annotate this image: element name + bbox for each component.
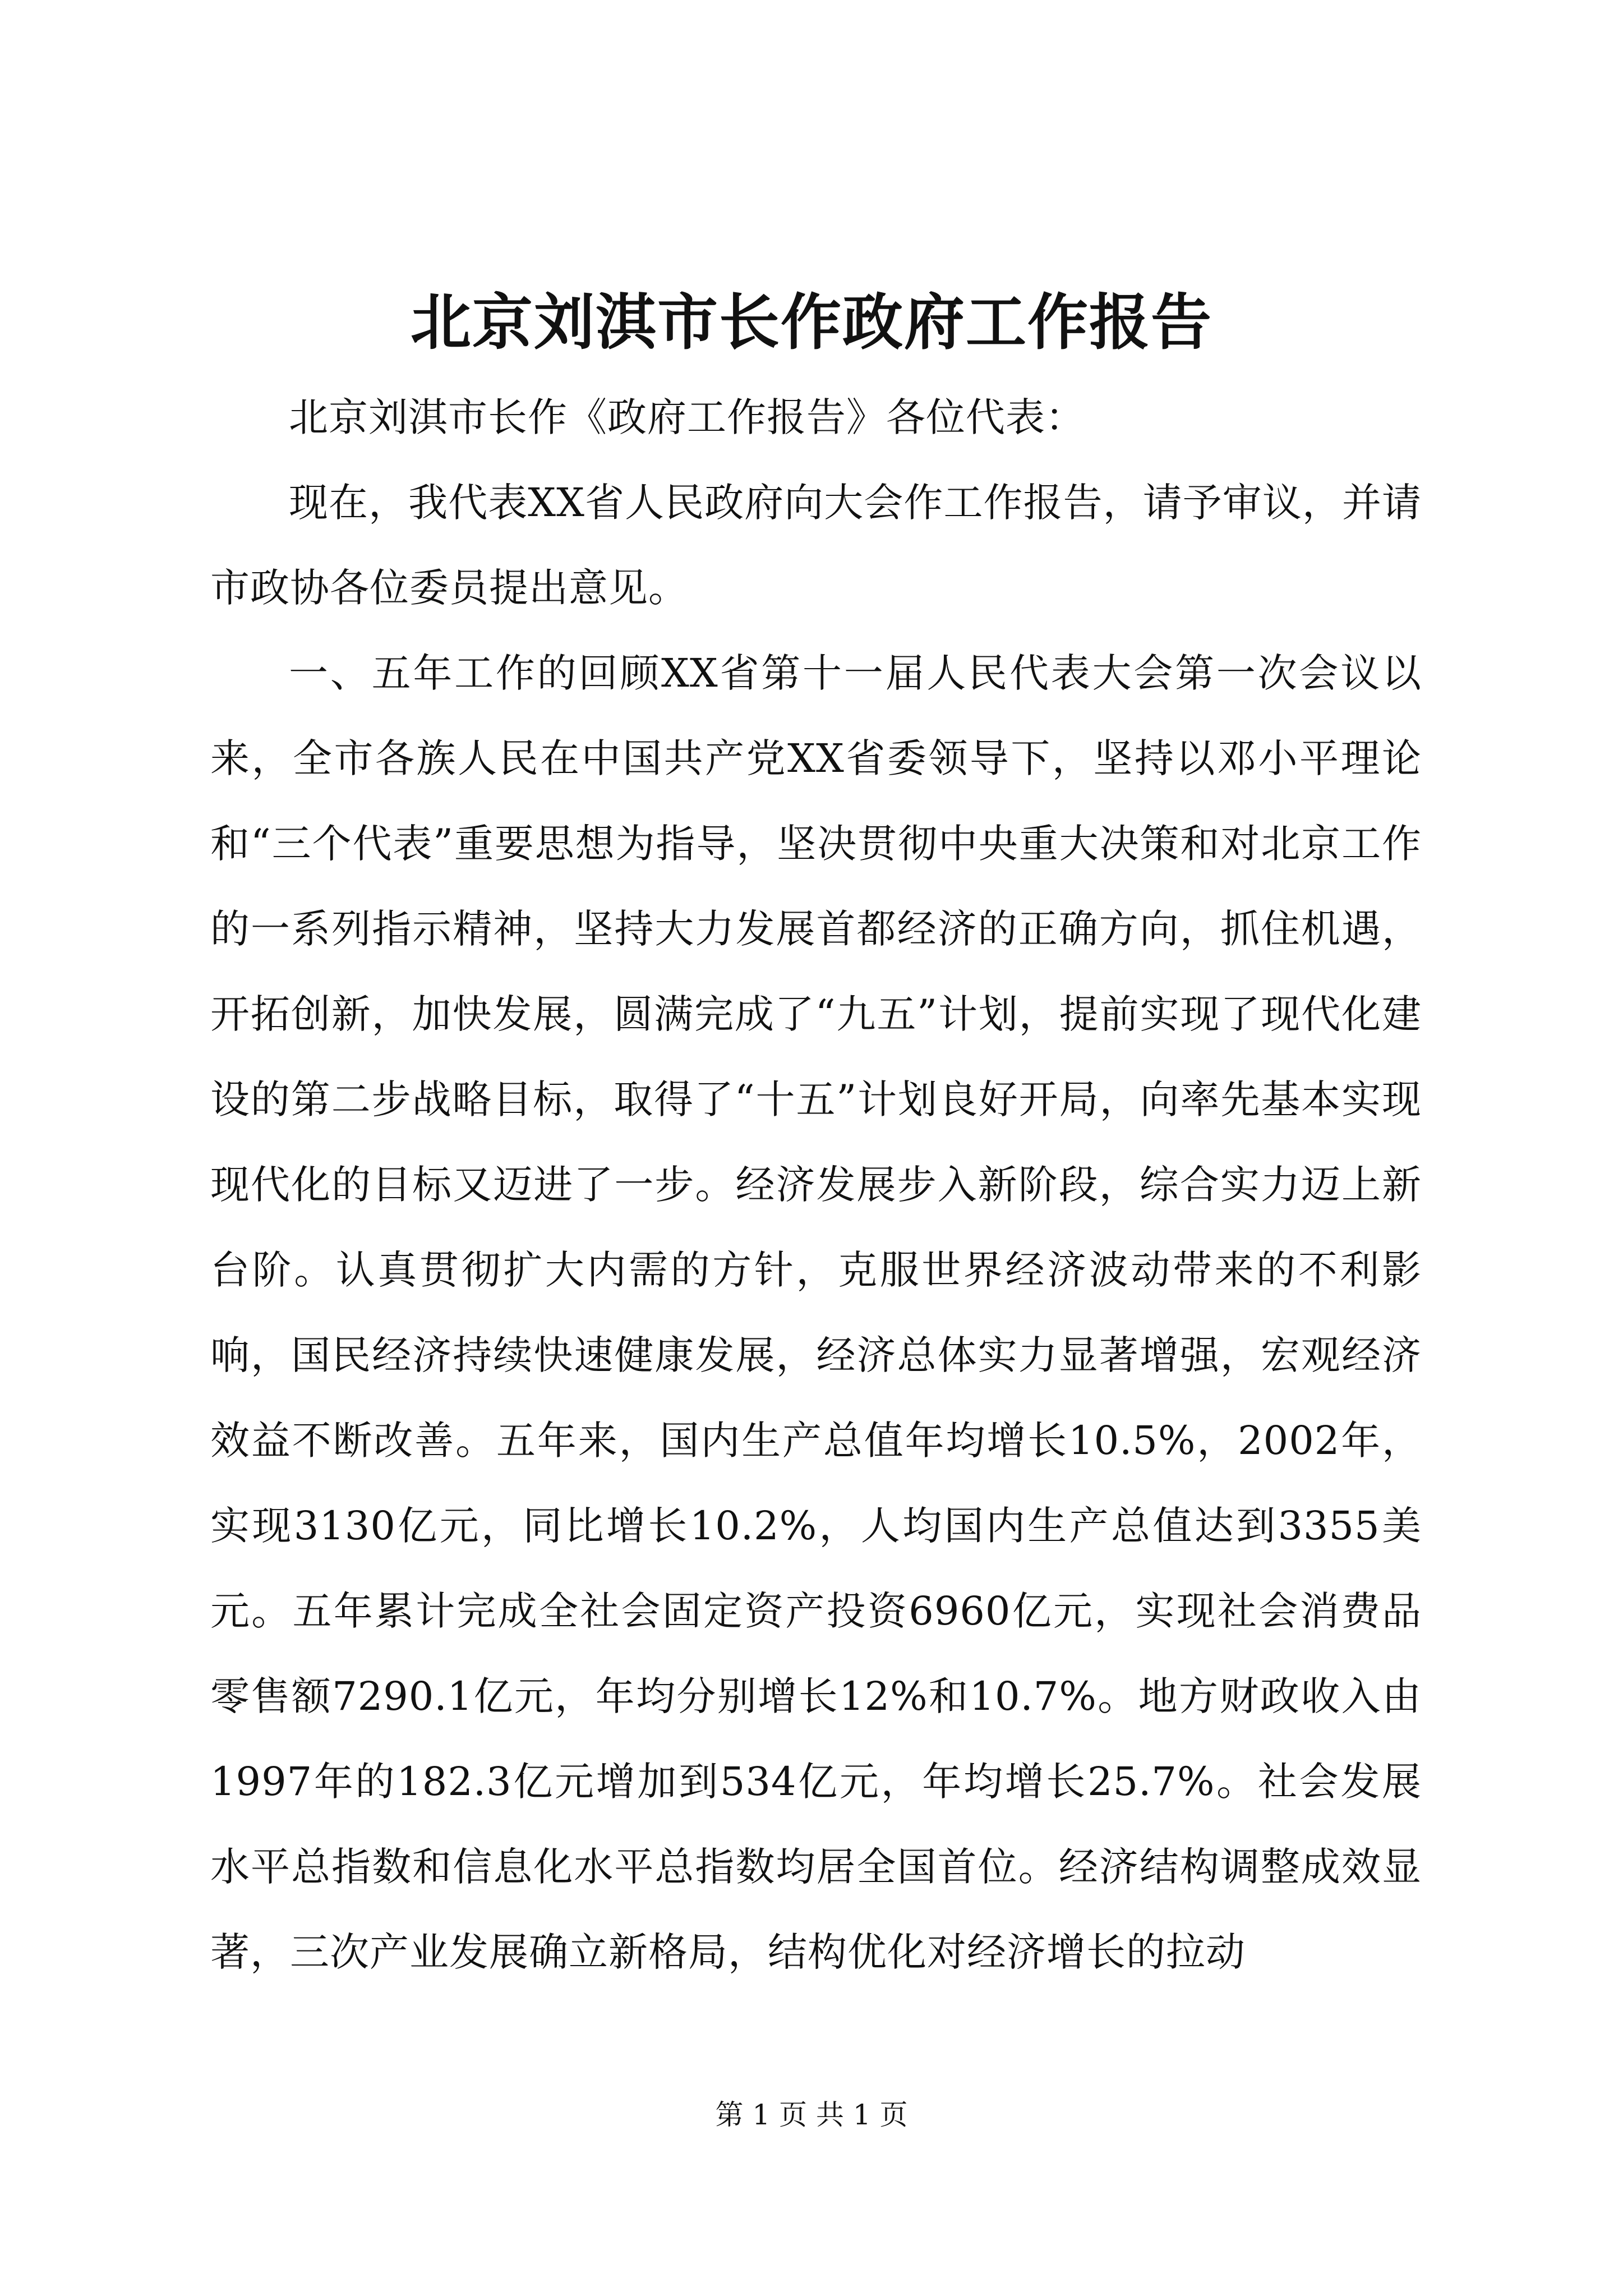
document-title: 北京刘淇市长作政府工作报告 (410, 287, 1212, 358)
document-body (210, 375, 1422, 1995)
page-footer: 第 1 页 共 1 页 (715, 2099, 908, 2131)
review-paragraph: 一、五年工作的回顾XX省第十一届人民代表大会第一次会议以来，全市各族人民在中国共产党XX省委领导下，坚持以邓小平理论和“三个代表”重要思想为指导，坚决贯彻中央重大决策和对北京工作的一系列指示精神，坚持大力发展首都经济的正确方向，抓住机遇，开拓创新，加快发展，圆满完成了“九五”计划，提前实现了现代化建设的第二步战略目标，取得了“十五”计划良好开局，向率先基本实现现代化的目标又迈进了一步。经济发展步入新阶段，综合实力迈上新台阶。认真贯彻扩大内需的方针，克服世界经济波动带来的不利影响，国民经济持续快速健康发展，经济总体实力显著增强，宏观经济效益不断改善。五年来，国内生产总值年均增长10.5%，2002年，实现3130亿元，同比增长10.2%，人均国内生产总值达到3355美元。五年累计完成全社会固定资产投资6960亿元，实现社会消费品零售额7290.1亿元，年均分别增长12%和10.7%。地方财政收入由1997年的182.3亿元增加到534亿元，年均增长25.7%。社会发展水平总指数和信息化水平总指数均居全国首位。经济结构调整成效显著，三次产业发展确立新格局，结构优化对经济增长的拉动 (210, 650, 1422, 1975)
opening-paragraph: 现在，我代表XX省人民政府向大会作工作报告，请予审议，并请市政协各位委员提出意见。 (210, 480, 1422, 611)
salutation-paragraph: 北京刘淇市长作《政府工作报告》各位代表： (289, 394, 1085, 440)
